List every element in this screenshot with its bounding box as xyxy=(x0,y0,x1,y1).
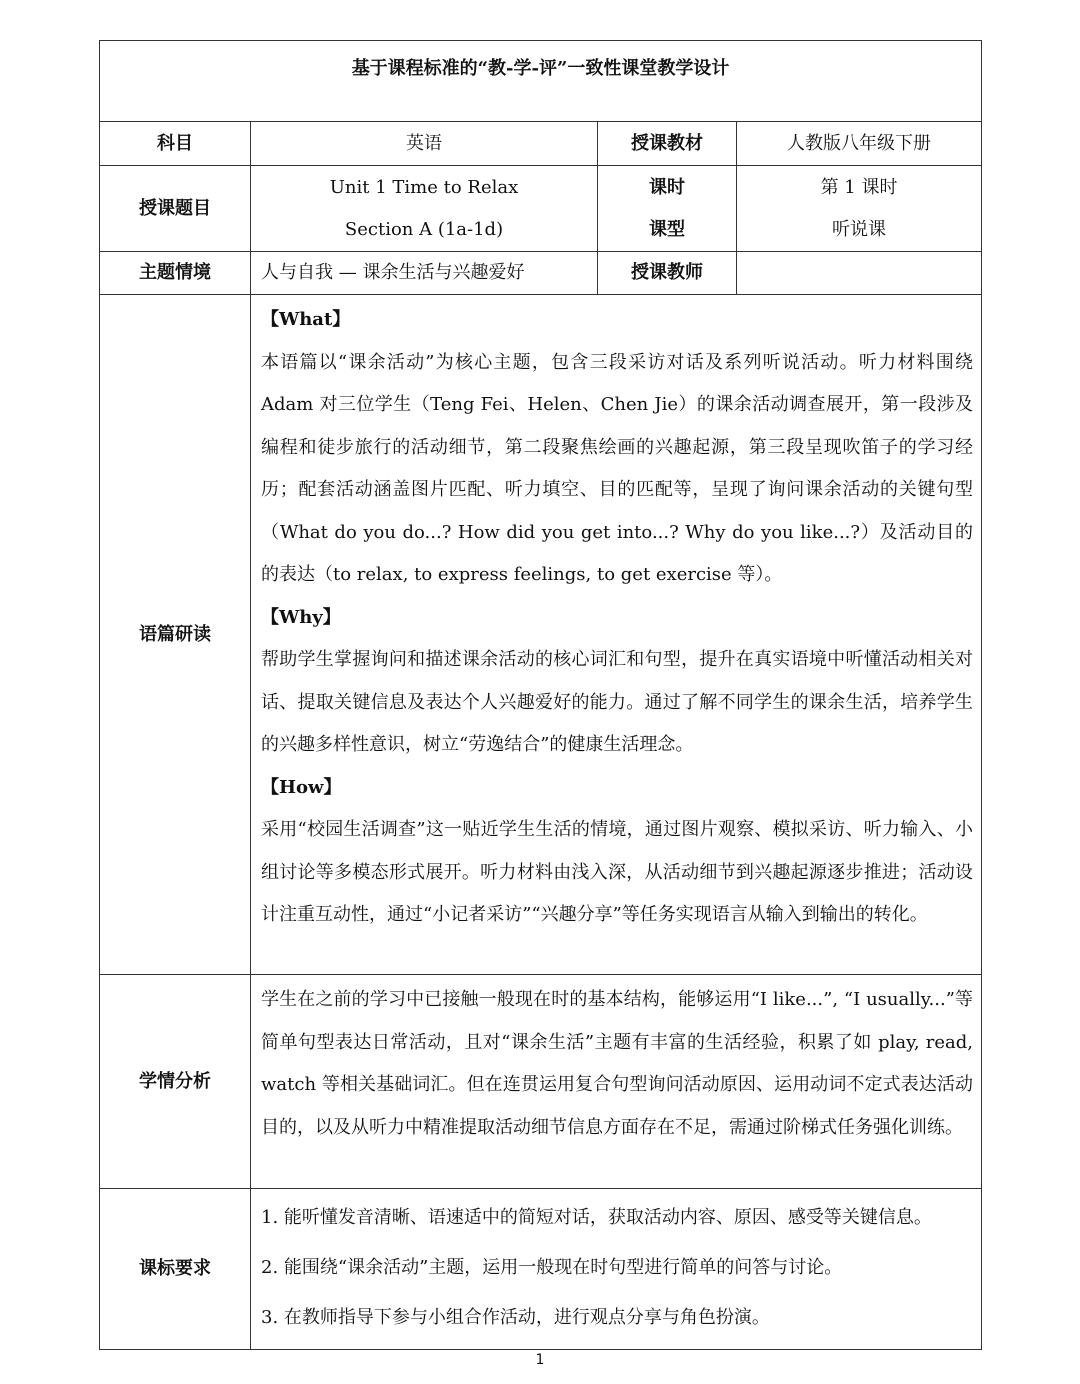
period-type-values xyxy=(737,166,982,252)
topic-value xyxy=(251,166,598,252)
learner-analysis-text: 学生在之前的学习中已接触一般现在时的基本结构，能够运用“I like...”, “I usually...”等简单句型表达日常活动，且对“课余生活”主题有丰富的生活经验，积累了如 play, read, watch 等相关基础词汇。但在连贯运用复合句型询问活动原因、运用动词不定式表达活动目的，以及从听力中精准提取活动细节信息方面存在不足，需通过阶梯式任务强化训练。 xyxy=(261,989,974,1138)
period-value: 第 1 课时 xyxy=(820,176,898,198)
what-heading: 【What】 xyxy=(261,309,351,330)
topic-line-1: Unit 1 Time to Relax xyxy=(329,176,519,198)
textbook-value: 人教版八年级下册 xyxy=(737,122,982,166)
lesson-plan-table xyxy=(99,40,982,1350)
document-title xyxy=(100,41,982,122)
teacher-label: 授课教师 xyxy=(598,252,737,295)
document-title-text: 基于课程标准的“教-学-评”一致性课堂教学设计 xyxy=(351,58,730,80)
how-text: 采用“校园生活调查”这一贴近学生生活的情境，通过图片观察、模拟采访、听力输入、小组讨论等多模态形式展开。听力材料由浅入深，从活动细节到兴趣起源逐步推进；活动设计注重互动性，通过“小记者采访”“兴趣分享”等任务实现语言从输入到输出的转化。 xyxy=(261,819,974,925)
standard-item-2: 2. 能围绕“课余活动”主题，运用一般现在时句型进行简单的问答与讨论。 xyxy=(261,1257,843,1278)
text-analysis-label: 语篇研读 xyxy=(100,295,251,975)
period-type-labels xyxy=(598,166,737,252)
page-number: 1 xyxy=(535,1352,545,1368)
subject-value: 英语 xyxy=(251,122,598,166)
theme-value: 人与自我 — 课余生活与兴趣爱好 xyxy=(251,252,598,295)
text-analysis-content xyxy=(251,295,982,975)
standard-item-1: 1. 能听懂发音清晰、语速适中的简短对话，获取活动内容、原因、感受等关键信息。 xyxy=(261,1207,932,1228)
topic-line-2: Section A (1a-1d) xyxy=(344,218,504,240)
textbook-label: 授课教材 xyxy=(598,122,737,166)
how-heading: 【How】 xyxy=(261,776,342,798)
what-text: 本语篇以“课余活动”为核心主题，包含三段采访对话及系列听说活动。听力材料围绕 Adam 对三位学生（Teng Fei、Helen、Chen Jie）的课余活动调查展开，第一段涉及编程和徒步旅行的活动细节，第二段聚焦绘画的兴趣起源，第三段呈现吹笛子的学习经历；配套活动涵盖图片匹配、听力填空、目的匹配等，呈现了询问课余活动的关键句型（What do you do...? How did you get into...? Why do you like...?）及活动目的的表达（to relax, to express feelings, to get exercise 等）。 xyxy=(261,351,974,585)
subject-label: 科目 xyxy=(100,122,251,166)
theme-label: 主题情境 xyxy=(100,252,251,295)
type-label: 课型 xyxy=(649,218,685,240)
period-label: 课时 xyxy=(649,176,685,198)
topic-label: 授课题目 xyxy=(100,166,251,252)
standard-item-3: 3. 在教师指导下参与小组合作活动，进行观点分享与角色扮演。 xyxy=(261,1307,770,1328)
learner-analysis-label: 学情分析 xyxy=(100,975,251,1189)
why-text: 帮助学生掌握询问和描述课余活动的核心词汇和句型，提升在真实语境中听懂活动相关对话、提取关键信息及表达个人兴趣爱好的能力。通过了解不同学生的课余生活，培养学生的兴趣多样性意识，树立“劳逸结合”的健康生活理念。 xyxy=(261,649,974,755)
why-heading: 【Why】 xyxy=(261,606,341,628)
standards-content xyxy=(251,1189,982,1350)
learner-analysis-content xyxy=(251,975,982,1189)
standards-label: 课标要求 xyxy=(100,1189,251,1350)
type-value: 听说课 xyxy=(832,218,887,240)
teacher-value xyxy=(737,252,982,295)
